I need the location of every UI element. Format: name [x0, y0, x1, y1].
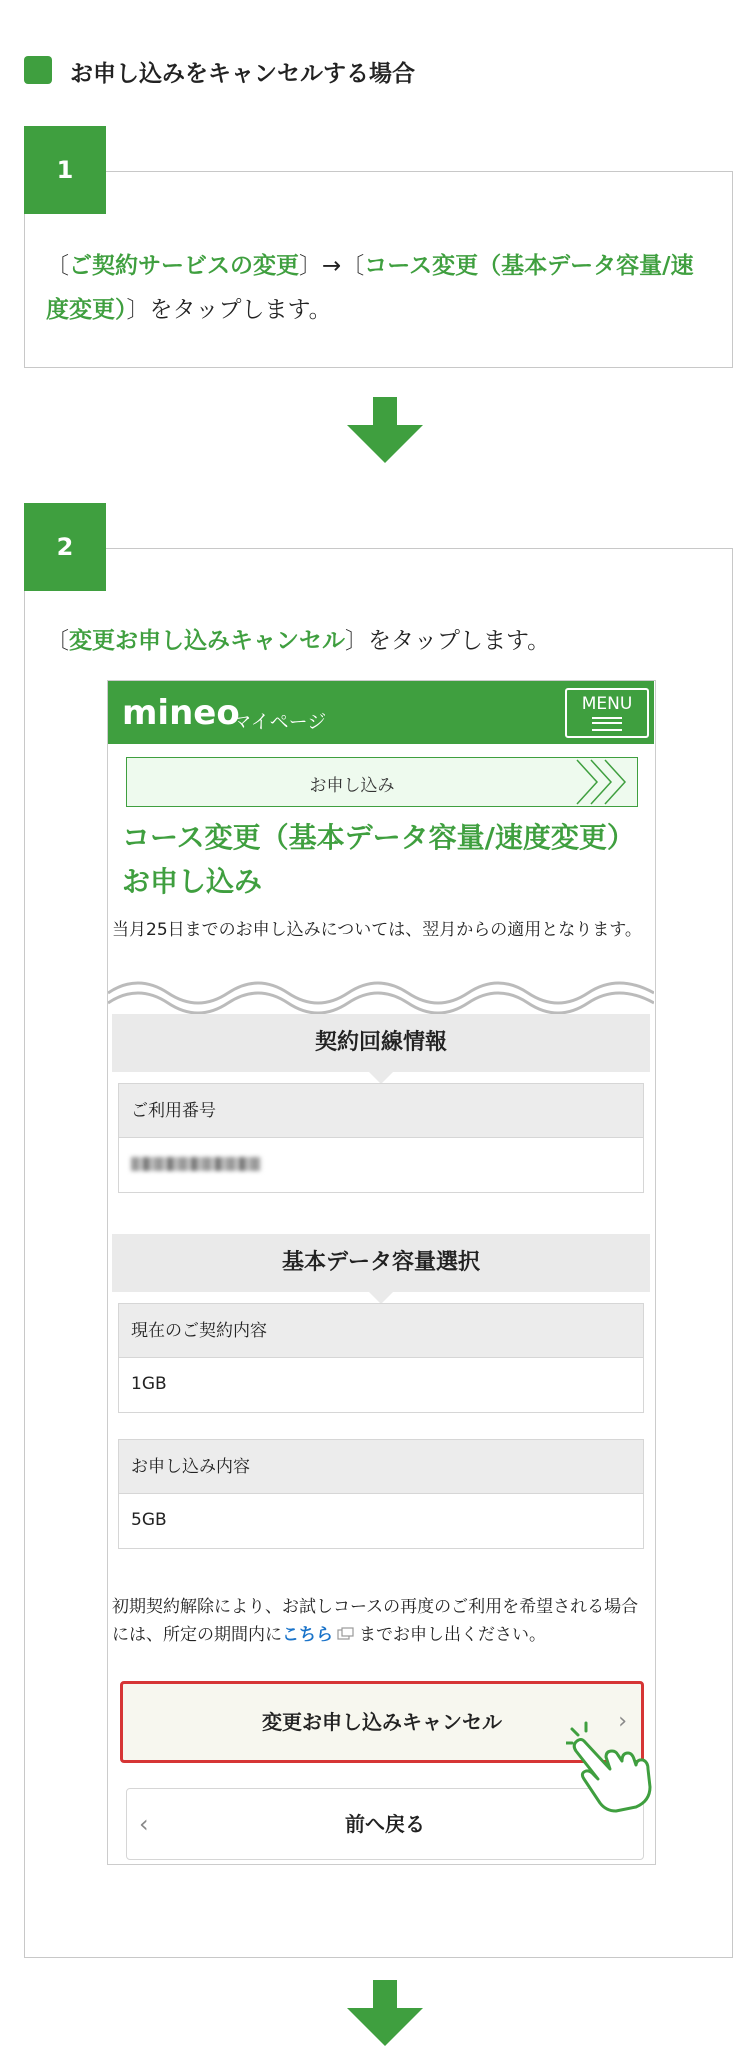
redacted-number	[131, 1157, 261, 1171]
section-marker	[24, 56, 52, 84]
apply-content-field	[118, 1439, 644, 1549]
cancel-change-label: 変更お申し込みキャンセル	[262, 1710, 502, 1734]
chevron-right-icon: ›	[618, 1709, 627, 1734]
apply-note: 当月25日までのお申し込みについては、翌月からの適用となります。	[112, 920, 642, 940]
mineo-logo[interactable]: mineo	[122, 693, 240, 733]
here-link[interactable]: こちら	[282, 1625, 333, 1645]
current-contract-label: 現在のご契約内容	[119, 1304, 643, 1358]
step-1-number: 1	[56, 156, 74, 184]
back-label: 前へ戻る	[345, 1812, 425, 1836]
external-link-icon	[337, 1627, 355, 1641]
trial-note-text: 初期契約解除により、お試しコースの再度のご利用を希望される場合には、所定の期間内に	[112, 1597, 639, 1645]
tap-hand-icon	[566, 1721, 656, 1813]
usage-number-value	[119, 1138, 643, 1190]
down-arrow-icon	[345, 1980, 425, 2048]
step-2-badge	[24, 503, 106, 591]
section-contract-info: 契約回線情報	[112, 1014, 650, 1072]
apply-content-value: 5GB	[131, 1510, 167, 1530]
down-arrow-icon	[345, 397, 425, 465]
chevron-left-icon: ‹	[139, 1810, 149, 1838]
step-2-number: 2	[56, 533, 74, 561]
mypage-label: マイページ	[232, 711, 327, 733]
step-1-highlight-course: コース変更（基本データ容量/速度変更）	[46, 253, 694, 323]
chevrons-icon	[571, 758, 631, 806]
step-1-tail: 〕をタップします。	[126, 297, 332, 323]
step-2-text	[46, 619, 716, 663]
section-heading: お申し込みをキャンセルする場合	[70, 61, 415, 87]
step-2-tail: 〕をタップします。	[345, 628, 551, 654]
step-2-bracket-open: 〔	[46, 628, 69, 654]
apply-content-label: お申し込み内容	[119, 1440, 643, 1494]
usage-number-field	[118, 1083, 644, 1193]
section-data-capacity: 基本データ容量選択	[112, 1234, 650, 1292]
usage-number-label: ご利用番号	[119, 1084, 643, 1138]
progress-step	[126, 757, 638, 807]
trial-note-tail: までお申し出ください。	[359, 1625, 546, 1645]
page-title: コース変更（基本データ容量/速度変更）お申し込み	[122, 821, 635, 898]
step-1-bracket-open: 〔	[46, 253, 69, 279]
menu-button[interactable]	[565, 688, 649, 738]
phone-screenshot	[107, 680, 656, 1865]
current-contract-value: 1GB	[131, 1374, 167, 1394]
step-1-arrow-text: 〕→〔	[299, 253, 365, 279]
step-1-text	[46, 244, 716, 332]
step-2-highlight-cancel: 変更お申し込みキャンセル	[69, 628, 345, 654]
menu-label: MENU	[581, 694, 633, 714]
trial-cancel-note	[112, 1593, 652, 1649]
phone-header	[108, 681, 654, 744]
step-1-highlight-contract: ご契約サービスの変更	[69, 253, 299, 279]
hamburger-icon	[592, 717, 622, 731]
progress-step-label: お申し込み	[309, 776, 395, 796]
step-1-badge	[24, 126, 106, 214]
current-contract-field	[118, 1303, 644, 1413]
